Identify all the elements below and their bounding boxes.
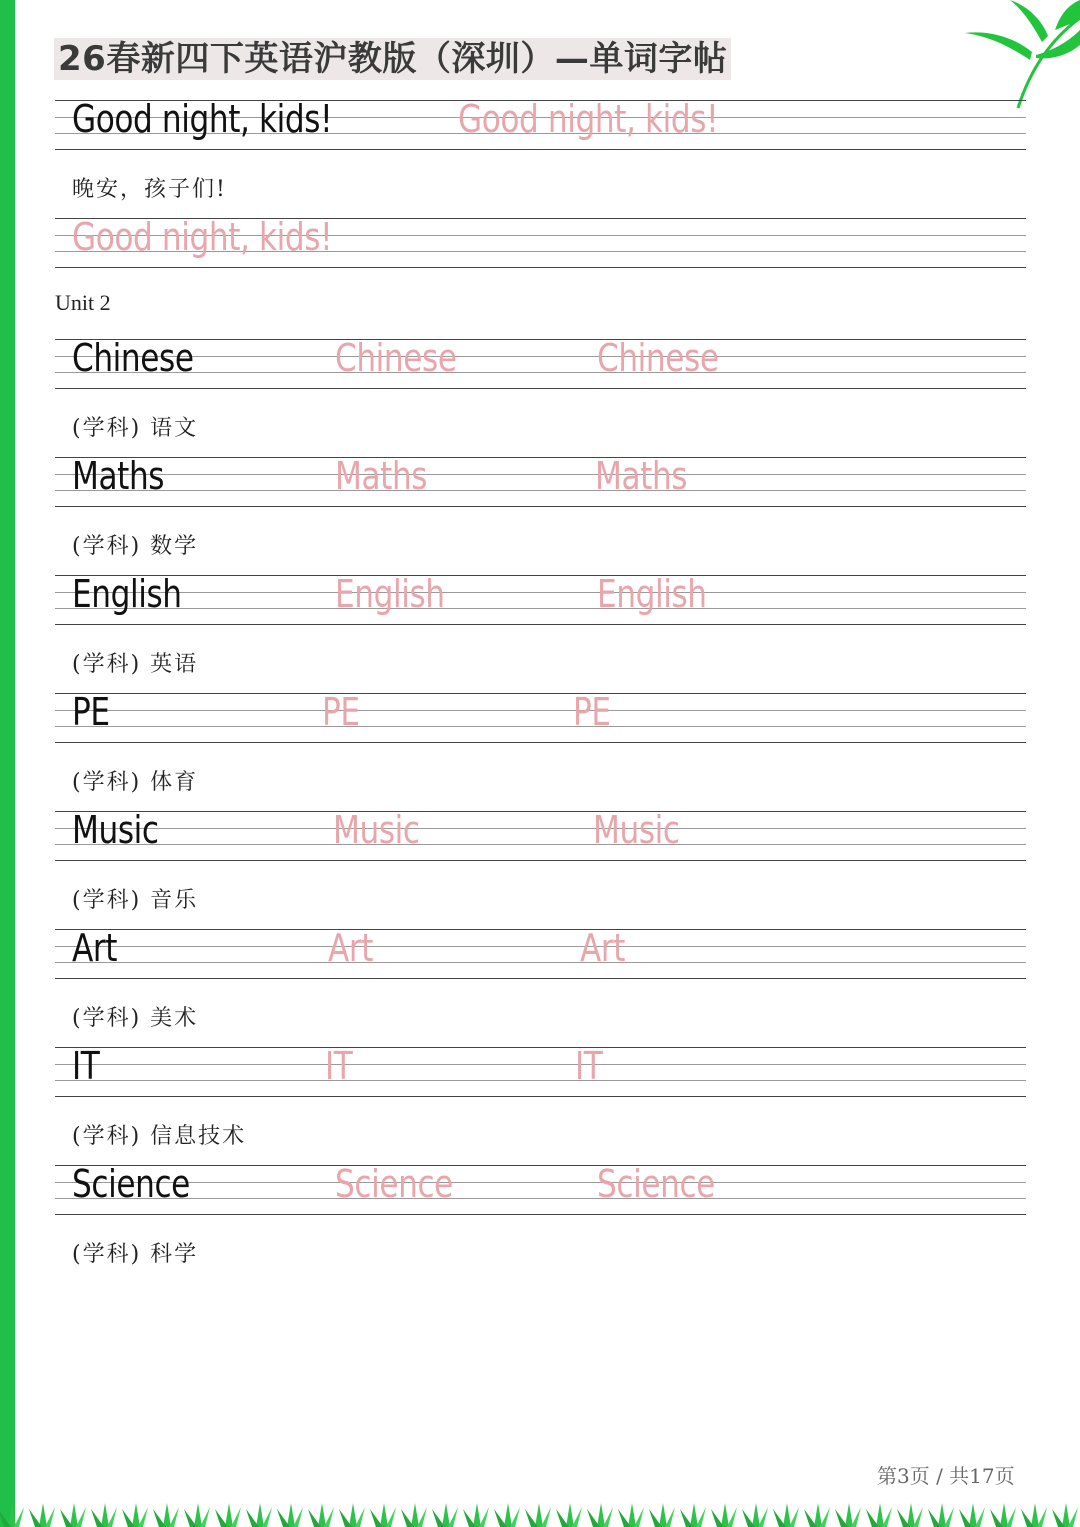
word-trace-text: Science	[335, 1162, 453, 1206]
word-row-ruling-line	[55, 962, 1026, 963]
word-trace-text: English	[335, 572, 445, 616]
word-model-text: Maths	[72, 454, 165, 498]
word-row-ruling-line	[55, 624, 1026, 625]
word-row-ruling-line	[55, 575, 1026, 576]
word-row-ruling-line	[55, 608, 1026, 609]
word-trace-text: Maths	[595, 454, 688, 498]
word-meaning: (学科) 美术	[72, 1006, 199, 1031]
word-trace-text: Music	[333, 808, 420, 852]
sentence-trace-text: Good night, kids!	[72, 215, 333, 259]
word-row-ruling-line	[55, 490, 1026, 491]
page-title: 26春新四下英语沪教版（深圳）—单词字帖	[54, 38, 731, 80]
word-meaning: (学科) 信息技术	[72, 1124, 247, 1149]
word-row-ruling-line	[55, 457, 1026, 458]
word-model-text: Science	[72, 1162, 190, 1206]
word-row-ruling-line	[55, 1198, 1026, 1199]
word-row-ruling-line	[55, 388, 1026, 389]
word-row-ruling-line	[55, 474, 1026, 475]
word-row-ruling-line	[55, 860, 1026, 861]
word-row-ruling-line	[55, 710, 1026, 711]
word-row-ruling-line	[55, 592, 1026, 593]
word-row-ruling-line	[55, 1047, 1026, 1048]
word-trace-text: Maths	[335, 454, 428, 498]
word-trace-text: English	[597, 572, 707, 616]
word-model-text: Art	[72, 926, 118, 970]
word-trace-text: PE	[322, 690, 360, 734]
word-row-ruling-line	[55, 693, 1026, 694]
sentence-practice-row-ruling-line	[55, 267, 1026, 268]
word-model-text: Chinese	[72, 336, 194, 380]
sentence-model-text: Good night, kids!	[72, 97, 333, 141]
word-trace-text: PE	[573, 690, 611, 734]
word-row-ruling-line	[55, 811, 1026, 812]
word-row-ruling-line	[55, 946, 1026, 947]
word-trace-text: Music	[593, 808, 680, 852]
word-meaning: (学科) 语文	[72, 416, 199, 441]
word-model-text: IT	[72, 1044, 100, 1088]
word-trace-text: Art	[328, 926, 374, 970]
word-row-ruling-line	[55, 844, 1026, 845]
grass-border-decoration	[0, 1497, 1080, 1527]
word-meaning: (学科) 科学	[72, 1242, 199, 1267]
word-trace-text: Chinese	[335, 336, 457, 380]
word-trace-text: IT	[575, 1044, 603, 1088]
word-meaning: (学科) 体育	[72, 770, 199, 795]
page-number: 第3页 / 共17页	[877, 1464, 1015, 1488]
word-meaning: (学科) 音乐	[72, 888, 199, 913]
word-row-ruling-line	[55, 828, 1026, 829]
sentence-row-ruling-line	[55, 149, 1026, 150]
unit-label: Unit 2	[55, 290, 111, 315]
word-model-text: PE	[72, 690, 110, 734]
word-row-ruling-line	[55, 1064, 1026, 1065]
word-row-ruling-line	[55, 929, 1026, 930]
sentence-trace-text: Good night, kids!	[458, 97, 719, 141]
word-trace-text: Chinese	[597, 336, 719, 380]
word-row-ruling-line	[55, 356, 1026, 357]
word-row-ruling-line	[55, 339, 1026, 340]
word-model-text: Music	[72, 808, 159, 852]
word-model-text: English	[72, 572, 182, 616]
word-trace-text: IT	[325, 1044, 353, 1088]
word-row-ruling-line	[55, 1182, 1026, 1183]
word-row-ruling-line	[55, 1080, 1026, 1081]
word-meaning: (学科) 英语	[72, 652, 199, 677]
word-row-ruling-line	[55, 978, 1026, 979]
word-row-ruling-line	[55, 726, 1026, 727]
word-row-ruling-line	[55, 1096, 1026, 1097]
word-row-ruling-line	[55, 372, 1026, 373]
word-row-ruling-line	[55, 1165, 1026, 1166]
word-trace-text: Art	[580, 926, 626, 970]
word-meaning: (学科) 数学	[72, 534, 199, 559]
word-row-ruling-line	[55, 1214, 1026, 1215]
word-row-ruling-line	[55, 506, 1026, 507]
word-trace-text: Science	[597, 1162, 715, 1206]
sentence-meaning: 晚安，孩子们!	[72, 177, 227, 202]
word-row-ruling-line	[55, 742, 1026, 743]
